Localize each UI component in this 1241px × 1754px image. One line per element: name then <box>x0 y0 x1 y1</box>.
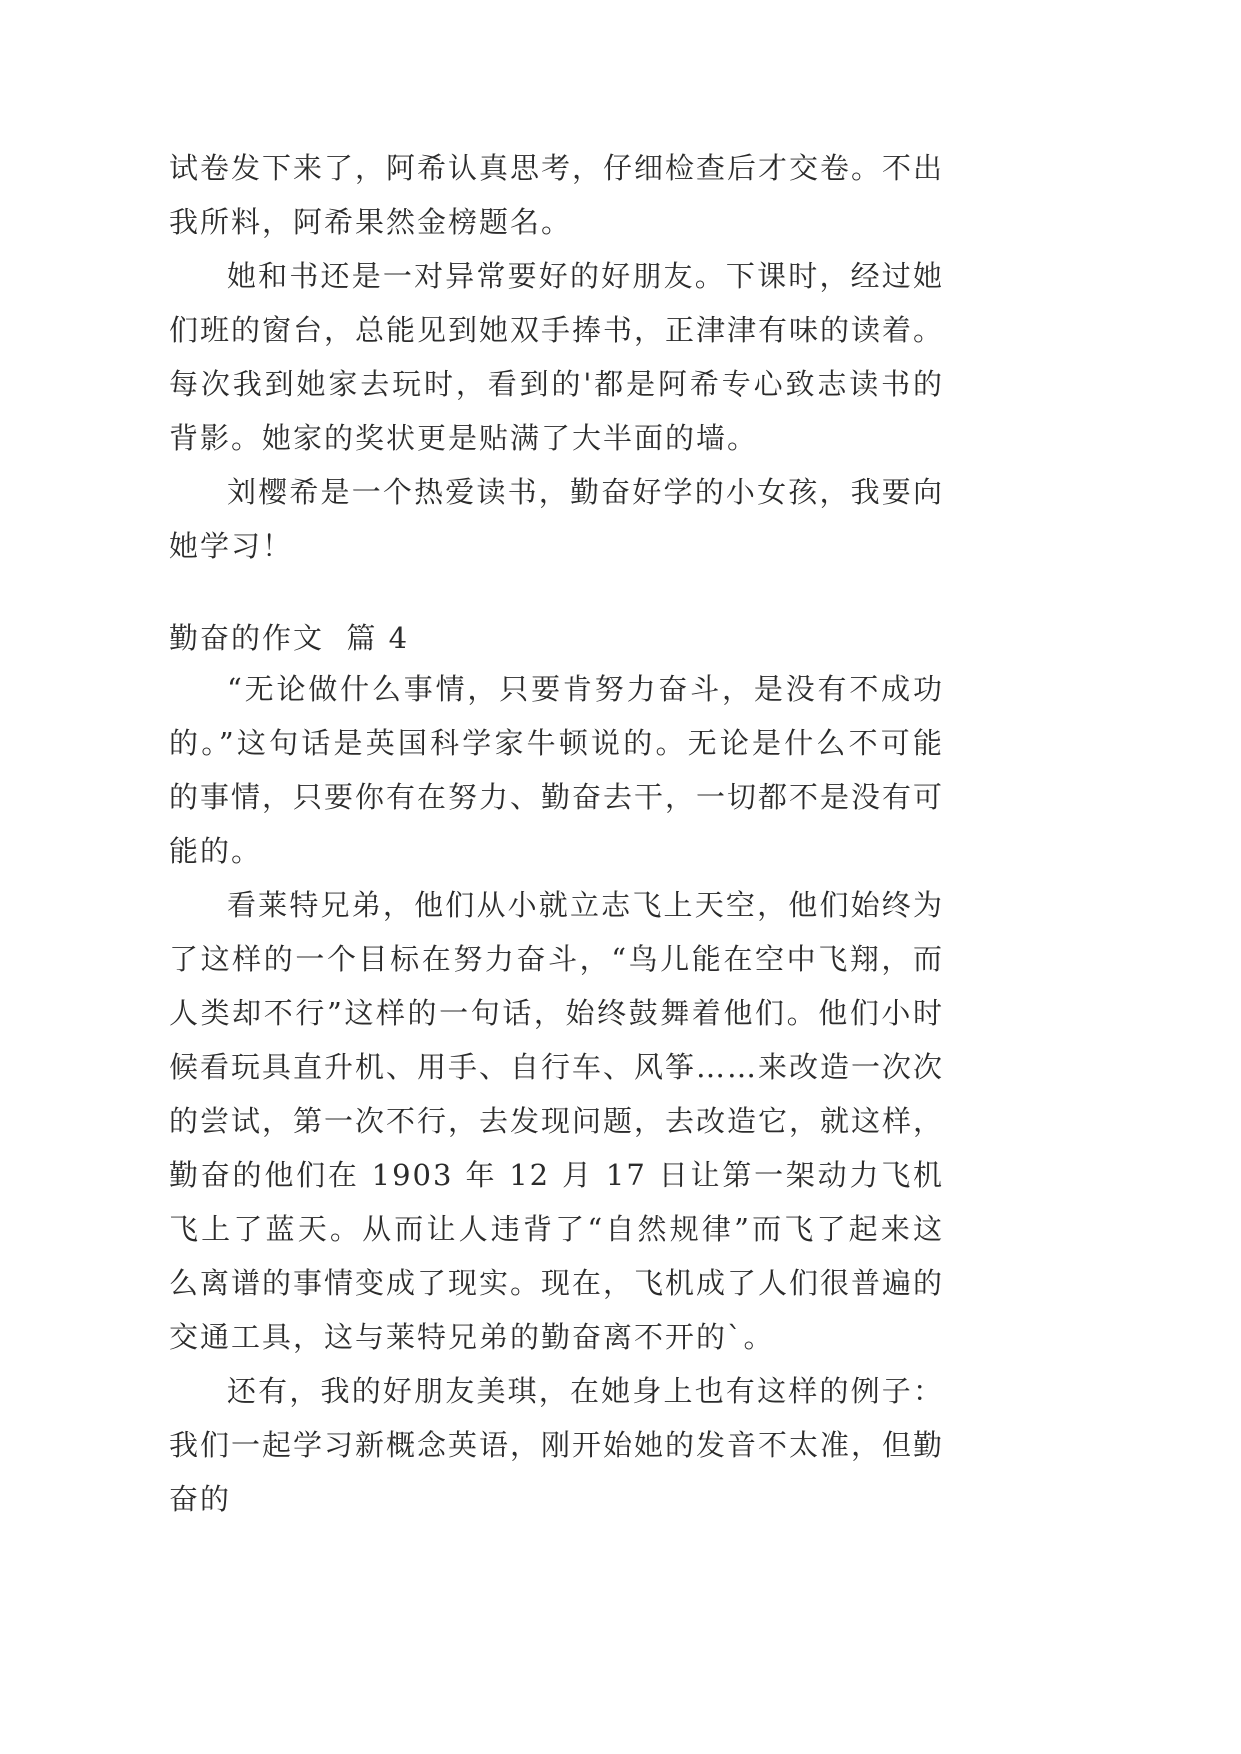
section-heading: 勤奋的作文 篇 4 <box>169 621 410 655</box>
paragraph: 试卷发下来了，阿希认真思考，仔细检查后才交卷。不出我所料，阿希果然金榜题名。 <box>169 151 945 239</box>
paragraph: 刘樱希是一个热爱读书，勤奋好学的小女孩，我要向她学习！ <box>169 475 944 563</box>
continued-section <box>169 141 944 573</box>
section-4-body <box>169 662 944 1526</box>
paragraph: “无论做什么事情，只要肯努力奋斗，是没有不成功的。”这句话是英国科学家牛顿说的。无论是什么不可能的事情，只要你有在努力、勤奋去干，一切都不是没有可能的。 <box>169 672 945 868</box>
paragraph: 还有，我的好朋友美琪，在她身上也有这样的例子：我们一起学习新概念英语，刚开始她的发音不太准，但勤奋的 <box>169 1374 945 1516</box>
paragraph: 看莱特兄弟，他们从小就立志飞上天空，他们始终为了这样的一个目标在努力奋斗，“鸟儿能在空中飞翔，而人类却不行”这样的一句话，始终鼓舞着他们。他们小时候看玩具直升机、用手、自行车、风筝……来改造一次次的尝试，第一次不行，去发现问题，去改造它，就这样，勤奋的他们在 1903 年 12 月 17 日让第一架动力飞机飞上了蓝天。从而让人违背了“自然规律”而飞了起来这么离谱的事情变成了现实。现在，飞机成了人们很普遍的交通工具，这与莱特兄弟的勤奋离不开的`。 <box>169 888 945 1354</box>
paragraph: 她和书还是一对异常要好的好朋友。下课时，经过她们班的窗台，总能见到她双手捧书，正津津有味的读着。每次我到她家去玩时，看到的'都是阿希专心致志读书的背影。她家的奖状更是贴满了大半面的墙。 <box>169 259 945 455</box>
